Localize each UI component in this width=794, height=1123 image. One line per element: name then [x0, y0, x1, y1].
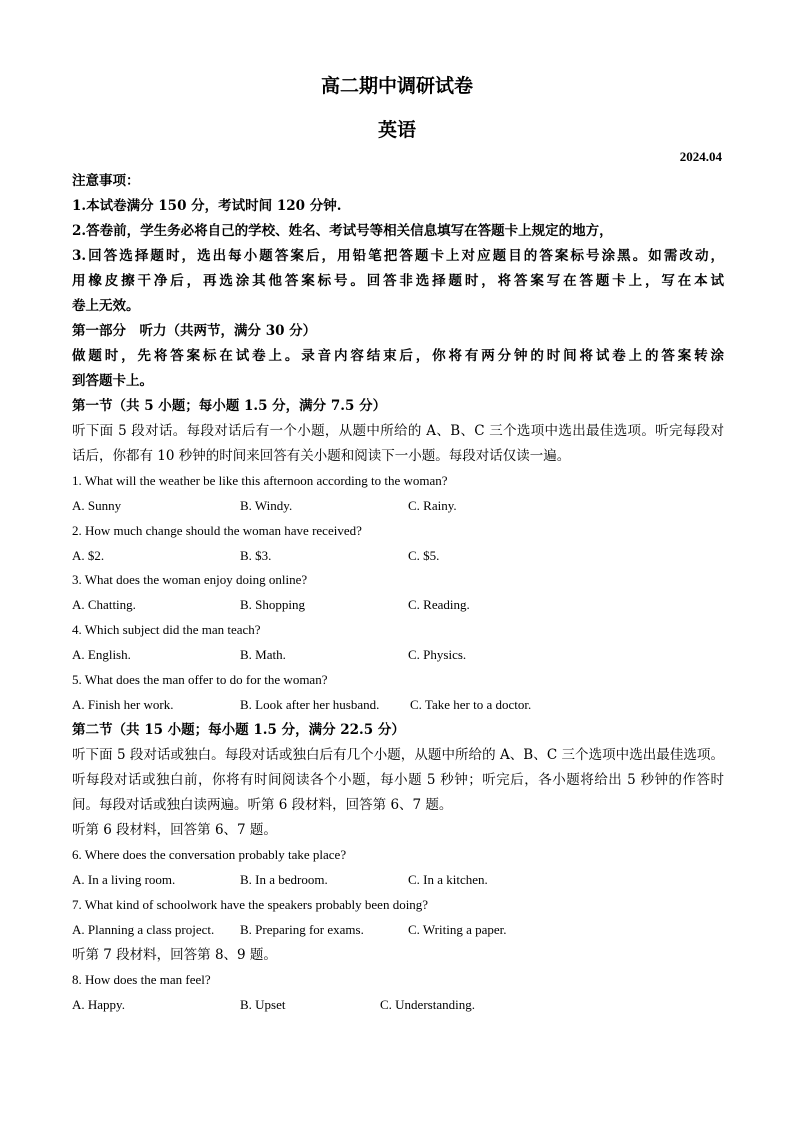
- q7-option-a: A. Planning a class project.: [72, 922, 215, 937]
- notice-item-1: 1.本试卷满分 150 分，考试时间 120 分钟.: [72, 198, 342, 214]
- q3-option-a: A. Chatting.: [72, 597, 136, 612]
- notice-item-3-line-2: 用橡皮擦干净后，再选涂其他答案标号。回答非选择题时，将答案写在答题卡上，写在本试: [72, 273, 724, 289]
- q1-option-b: B. Windy.: [240, 498, 293, 513]
- section1-instruction-line-1: 听下面 5 段对话。每段对话后有一个小题，从题中所给的 A、B、C 三个选项中选出最佳选项。听完每段对: [72, 423, 724, 439]
- question-5: 5. What does the man offer to do for the woman?: [72, 672, 328, 687]
- q7-option-b: B. Preparing for exams.: [240, 922, 364, 937]
- q2-option-b: B. $3.: [240, 548, 272, 563]
- q1-option-c: C. Rainy.: [408, 498, 457, 513]
- question-6: 6. Where does the conversation probably take place?: [72, 847, 347, 862]
- q5-option-b: B. Look after her husband.: [240, 697, 380, 712]
- notice-heading: 注意事项：: [72, 173, 140, 189]
- q1-option-a: A. Sunny: [72, 498, 122, 513]
- q4-option-b: B. Math.: [240, 647, 286, 662]
- material-7-note: 听第 7 段材料，回答第 8、9 题。: [72, 947, 277, 963]
- exam-date: 2024.04: [679, 149, 722, 164]
- q4-option-c: C. Physics.: [408, 647, 467, 662]
- notice-item-2: 2.答卷前，学生务必将自己的学校、姓名、考试号等相关信息填写在答题卡上规定的地方，: [72, 223, 613, 239]
- material-6-note: 听第 6 段材料，回答第 6、7 题。: [72, 822, 277, 838]
- question-4: 4. Which subject did the man teach?: [72, 622, 261, 637]
- q3-option-b: B. Shopping: [240, 597, 306, 612]
- q4-option-a: A. English.: [72, 647, 131, 662]
- section2-instruction-line-3: 间。每段对话或独白读两遍。听第 6 段材料，回答第 6、7 题。: [72, 797, 453, 813]
- question-1: 1. What will the weather be like this afternoon according to the woman?: [72, 473, 448, 488]
- question-7: 7. What kind of schoolwork have the speakers probably been doing?: [72, 897, 429, 912]
- section2-instruction-line-2: 听每段对话或独白前，你将有时间阅读各个小题，每小题 5 秒钟；听完后，各小题将给出 5 秒钟的作答时: [72, 772, 724, 788]
- q5-option-c: C. Take her to a doctor.: [410, 697, 532, 712]
- notice-item-3-line-3: 卷上无效。: [72, 298, 140, 314]
- q6-option-b: B. In a bedroom.: [240, 872, 328, 887]
- subject-title: 英语: [377, 119, 416, 141]
- part1-intro-line-1: 做题时，先将答案标在试卷上。录音内容结束后，你将有两分钟的时间将试卷上的答案转涂: [72, 348, 724, 364]
- section1-heading: 第一节（共 5 小题；每小题 1.5 分，满分 7.5 分）: [72, 398, 387, 414]
- q8-option-a: A. Happy.: [72, 997, 125, 1012]
- part1-intro-line-2: 到答题卡上。: [72, 373, 153, 389]
- q2-option-a: A. $2.: [72, 548, 105, 563]
- exam-title: 高二期中调研试卷: [320, 75, 473, 97]
- question-8: 8. How does the man feel?: [72, 972, 211, 987]
- section2-heading: 第二节（共 15 小题；每小题 1.5 分，满分 22.5 分）: [72, 722, 405, 738]
- part1-heading: 第一部分 听力（共两节，满分 30 分）: [72, 323, 317, 339]
- q8-option-c: C. Understanding.: [380, 997, 475, 1012]
- question-3: 3. What does the woman enjoy doing online?: [72, 572, 308, 587]
- q6-option-a: A. In a living room.: [72, 872, 176, 887]
- section2-instruction-line-1: 听下面 5 段对话或独白。每段对话或独白后有几个小题，从题中所给的 A、B、C 三个选项中选出最佳选项。: [72, 747, 724, 763]
- q6-option-c: C. In a kitchen.: [408, 872, 488, 887]
- q3-option-c: C. Reading.: [408, 597, 470, 612]
- q8-option-b: B. Upset: [240, 997, 286, 1012]
- section1-instruction-line-2: 话后，你都有 10 秒钟的时间来回答有关小题和阅读下一小题。每段对话仅读一遍。: [72, 448, 571, 464]
- notice-item-3-line-1: 3.回答选择题时，选出每小题答案后，用铅笔把答题卡上对应题目的答案标号涂黑。如需改动，: [72, 248, 724, 264]
- q7-option-c: C. Writing a paper.: [408, 922, 507, 937]
- question-2: 2. How much change should the woman have received?: [72, 523, 362, 538]
- q5-option-a: A. Finish her work.: [72, 697, 174, 712]
- q2-option-c: C. $5.: [408, 548, 440, 563]
